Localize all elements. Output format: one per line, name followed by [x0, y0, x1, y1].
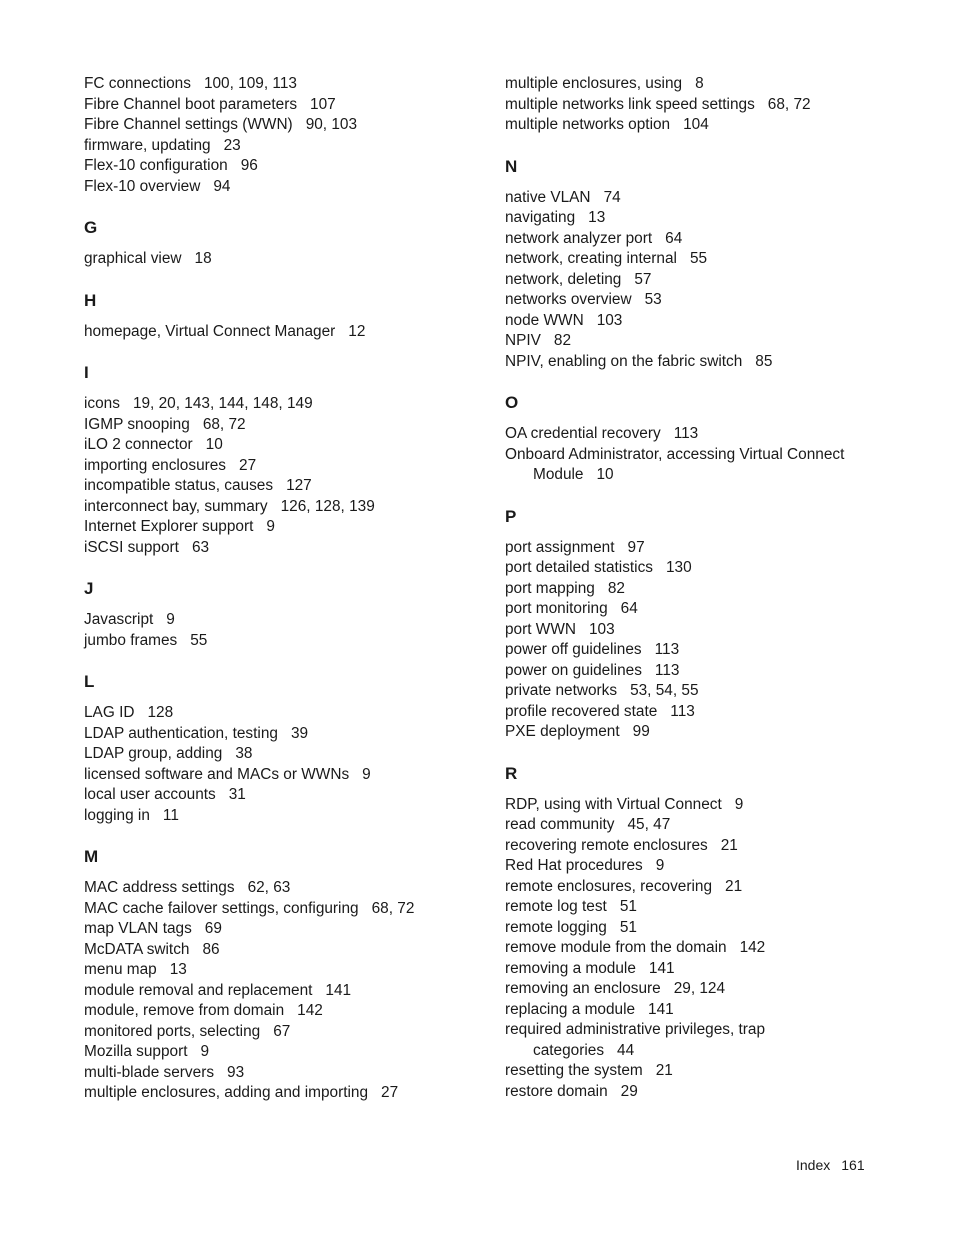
index-group: [84, 291, 484, 343]
index-entry-term: network, creating internal: [505, 250, 677, 267]
index-entry: [505, 538, 905, 559]
index-entry-term: port monitoring: [505, 600, 608, 617]
index-entry-continuation-text: Module: [533, 466, 584, 483]
index-entry: [505, 208, 905, 229]
index-entry-term: OA credential recovery: [505, 425, 661, 442]
index-entry-continuation: [505, 465, 905, 486]
index-entry: [84, 497, 484, 518]
index-entry-pages: 100, 109, 113: [203, 75, 297, 92]
index-entry-term: port mapping: [505, 579, 595, 597]
index-entry: [84, 703, 484, 724]
index-entry: [505, 722, 905, 743]
index-entry-pages: 142: [297, 1002, 323, 1019]
index-entry-term: Fibre Channel settings (WWN): [84, 116, 293, 133]
index-entry: [84, 74, 484, 95]
index-entry-term: PXE deployment: [505, 723, 620, 740]
index-entry: [505, 445, 905, 486]
index-entry-term: MAC cache failover settings, configuring: [84, 899, 359, 917]
index-entry-pages: 128: [147, 704, 174, 721]
index-entry-pages: 9: [734, 795, 744, 813]
index-entry-pages: 107: [310, 95, 336, 113]
index-entry-pages: 69: [204, 920, 222, 937]
index-entry: [505, 938, 905, 959]
index-entry: [84, 177, 484, 198]
index-letter-heading: R: [505, 763, 518, 783]
footer-label: Index: [796, 1157, 831, 1173]
index-group: [84, 847, 484, 1104]
index-entry: [505, 290, 905, 311]
index-entry-pages: 113: [654, 641, 680, 658]
index-entry-term: Flex-10 configuration: [84, 157, 228, 174]
index-entry: [84, 136, 484, 157]
index-entry: [84, 156, 484, 177]
index-entry: [505, 74, 905, 95]
index-entry: [505, 599, 905, 620]
index-entry: [505, 702, 905, 723]
index-entry: [84, 610, 484, 631]
index-entry: [84, 517, 484, 538]
index-entry-term: map VLAN tags: [84, 920, 192, 937]
index-entry-pages: 29: [620, 1082, 638, 1100]
index-entry-term: networks overview: [505, 291, 632, 308]
index-entry: [84, 1022, 484, 1043]
index-entry-term: homepage, Virtual Connect Manager: [84, 322, 336, 340]
index-entry-term: iLO 2 connector: [84, 436, 193, 453]
index-entry: [84, 1001, 484, 1022]
index-entry-term: NPIV, enabling on the fabric switch: [505, 352, 743, 370]
index-entry: [84, 322, 484, 343]
index-entry-pages: 55: [190, 631, 208, 649]
index-entry-term: jumbo frames: [84, 631, 178, 649]
index-entry: [84, 878, 484, 899]
index-entry-term: navigating: [505, 209, 576, 226]
index-entry: [84, 415, 484, 436]
index-entry-pages: 53: [644, 291, 662, 308]
index-entry: [505, 815, 905, 836]
index-entry: [505, 1061, 905, 1082]
index-entry: [505, 959, 905, 980]
index-entry-pages: 51: [619, 918, 637, 936]
index-group: [505, 74, 905, 136]
index-entry-pages: 13: [588, 209, 606, 226]
index-entry: [84, 981, 484, 1002]
index-entry-term: incompatible status, causes: [84, 477, 274, 494]
index-entry-term: multiple networks link speed settings: [505, 95, 755, 113]
index-entry-pages: 10: [205, 436, 223, 453]
index-entry: [84, 806, 484, 827]
index-entry-term: firmware, updating: [84, 136, 211, 154]
index-entry: [505, 795, 905, 816]
index-entry: [505, 918, 905, 939]
index-entry-term: LAG ID: [84, 704, 135, 721]
index-entry-term: monitored ports, selecting: [84, 1022, 261, 1040]
index-entry: [84, 394, 484, 415]
index-group: [505, 393, 905, 486]
index-entry: [505, 661, 905, 682]
index-entry-pages: 9: [266, 518, 275, 535]
index-entry-pages: 27: [381, 1084, 399, 1101]
index-entry-pages: 21: [725, 877, 743, 895]
index-entry-term: Internet Explorer support: [84, 518, 254, 535]
index-entry: [505, 681, 905, 702]
index-entry: [84, 1083, 484, 1104]
index-entry-pages: 12: [348, 322, 366, 340]
index-entry-term: graphical view: [84, 250, 182, 267]
index-entry-term: LDAP authentication, testing: [84, 724, 278, 742]
index-entry-pages: 93: [227, 1063, 245, 1081]
index-entry: [84, 785, 484, 806]
index-entry: [505, 270, 905, 291]
index-entry-pages: 94: [213, 177, 231, 195]
index-entry-term: multiple enclosures, adding and importing: [84, 1084, 369, 1101]
index-entry: [505, 352, 905, 373]
index-entry-term: IGMP snooping: [84, 415, 190, 433]
index-entry: [84, 456, 484, 477]
page-footer: [796, 1157, 865, 1173]
index-entry-term: read community: [505, 816, 615, 833]
index-entry-continuation: [505, 1041, 905, 1062]
index-letter-heading: M: [84, 847, 99, 866]
index-group: [505, 157, 905, 373]
index-letter-heading: I: [84, 363, 89, 382]
index-letter-heading: P: [505, 506, 517, 526]
index-entry: [84, 476, 484, 497]
index-letter-heading: N: [505, 156, 518, 176]
index-entry-term: Red Hat procedures: [505, 857, 643, 874]
index-entry-pages: 68, 72: [202, 415, 246, 433]
index-entry-term: power off guidelines: [505, 641, 642, 658]
index-entry-term: LDAP group, adding: [84, 745, 223, 762]
index-entry-term: remote enclosures, recovering: [505, 877, 713, 895]
index-entry-pages: 45, 47: [627, 816, 671, 833]
index-entry-pages: 64: [665, 229, 683, 247]
index-entry-pages: 21: [655, 1062, 673, 1079]
index-entry-pages: 57: [634, 270, 652, 288]
index-entry-pages: 127: [286, 477, 312, 494]
index-entry-pages: 141: [648, 959, 675, 977]
index-group: [84, 579, 484, 651]
index-entry: [84, 960, 484, 981]
index-entry-pages: 53, 54, 55: [630, 682, 699, 699]
index-entry-term: multiple enclosures, using: [505, 75, 683, 92]
index-entry: [505, 856, 905, 877]
index-entry: [505, 115, 905, 136]
index-entry-pages: 86: [202, 940, 220, 958]
index-entry: [84, 744, 484, 765]
index-entry-term: native VLAN: [505, 188, 591, 206]
index-entry-term: restore domain: [505, 1082, 608, 1100]
index-column-right: [505, 74, 905, 1102]
index-entry-pages: 39: [290, 724, 309, 742]
index-entry-pages: 29, 124: [673, 980, 726, 997]
index-entry: [84, 631, 484, 652]
index-entry: [84, 919, 484, 940]
index-entry-pages: 103: [596, 311, 623, 329]
index-entry-pages: 31: [228, 786, 246, 803]
index-entry-pages: 97: [627, 538, 645, 556]
index-entry-term: private networks: [505, 682, 618, 699]
index-entry: [505, 579, 905, 600]
index-entry: [505, 877, 905, 898]
index-entry-pages: 63: [191, 538, 210, 556]
index-entry: [505, 424, 905, 445]
index-group: [505, 507, 905, 743]
index-letter-heading: J: [84, 579, 94, 598]
index-entry-pages: 19, 20, 143, 144, 148, 149: [132, 395, 313, 412]
index-entry-pages: 82: [607, 579, 625, 597]
index-entry-pages: 51: [619, 898, 637, 915]
index-entry-pages: 9: [655, 857, 665, 874]
index-entry: [505, 1000, 905, 1021]
index-entry-term: interconnect bay, summary: [84, 497, 268, 515]
index-entry-pages: 9: [166, 611, 175, 628]
index-entry-term: local user accounts: [84, 786, 216, 803]
index-entry: [505, 640, 905, 661]
index-entry-term: recovering remote enclosures: [505, 836, 708, 854]
index-entry-term: replacing a module: [505, 1000, 636, 1018]
index-entry-term: icons: [84, 395, 120, 412]
index-entry-term: licensed software and MACs or WWNs: [84, 765, 350, 783]
index-entry-pages: 9: [362, 765, 371, 783]
index-entry: [505, 558, 905, 579]
index-entry-pages: 10: [596, 466, 614, 483]
index-entry-pages: 82: [553, 332, 572, 349]
index-entry-pages: 68, 72: [767, 95, 811, 113]
index-entry: [505, 95, 905, 116]
index-letter-heading: L: [84, 672, 95, 691]
index-entry-term: network analyzer port: [505, 229, 653, 247]
index-entry-term: removing a module: [505, 959, 636, 977]
index-entry-continuation-text: categories: [533, 1041, 605, 1059]
index-entry-term: port detailed statistics: [505, 559, 653, 576]
index-entry: [505, 1020, 905, 1061]
index-entry-pages: 8: [695, 75, 704, 92]
index-entry-term: remove module from the domain: [505, 939, 727, 956]
index-letter-heading: G: [84, 218, 98, 237]
index-entry: [505, 249, 905, 270]
index-entry-term: required administrative privileges, trap: [505, 1021, 766, 1038]
index-entry-term: Fibre Channel boot parameters: [84, 95, 298, 113]
index-entry: [505, 1082, 905, 1103]
index-entry-term: McDATA switch: [84, 940, 190, 958]
index-entry: [84, 115, 484, 136]
index-entry-term: remote logging: [505, 918, 607, 936]
index-entry-pages: 113: [654, 661, 680, 679]
index-entry-term: removing an enclosure: [505, 980, 661, 997]
index-entry: [505, 188, 905, 209]
index-entry-term: Mozilla support: [84, 1043, 188, 1060]
index-group: [84, 74, 484, 197]
index-entry-pages: 113: [670, 702, 695, 720]
index-entry-term: MAC address settings: [84, 879, 235, 896]
index-entry: [505, 331, 905, 352]
index-entry-term: resetting the system: [505, 1062, 643, 1079]
index-entry-pages: 44: [617, 1041, 635, 1059]
index-entry-term: importing enclosures: [84, 456, 227, 474]
index-entry-pages: 85: [755, 352, 773, 370]
index-entry: [505, 311, 905, 332]
index-entry: [505, 229, 905, 250]
index-entry-pages: 64: [620, 600, 638, 617]
index-entry: [84, 249, 484, 270]
index-entry: [505, 979, 905, 1000]
index-entry: [84, 899, 484, 920]
index-entry: [84, 538, 484, 559]
index-entry-pages: 103: [588, 620, 615, 638]
index-entry-term: module, remove from domain: [84, 1002, 285, 1019]
index-entry: [84, 940, 484, 961]
index-entry-term: Flex-10 overview: [84, 177, 201, 195]
index-group: [84, 672, 484, 826]
index-entry-term: remote log test: [505, 898, 607, 915]
index-group: [84, 218, 484, 270]
index-entry-pages: 68, 72: [371, 899, 415, 917]
index-entry-pages: 130: [666, 559, 692, 576]
index-entry: [84, 765, 484, 786]
index-letter-heading: H: [84, 290, 97, 310]
index-entry-pages: 21: [720, 836, 738, 854]
index-entry-term: power on guidelines: [505, 661, 642, 679]
index-entry-pages: 113: [673, 425, 699, 442]
index-entry-pages: 141: [325, 981, 352, 999]
page-number: 161: [841, 1157, 865, 1173]
index-entry: [84, 1042, 484, 1063]
index-entry-pages: 55: [689, 250, 708, 267]
index-column-left: [84, 74, 484, 1104]
index-entry-pages: 23: [223, 136, 241, 154]
index-entry-term: module removal and replacement: [84, 981, 313, 999]
index-entry-term: network, deleting: [505, 270, 622, 288]
index-entry-pages: 126, 128, 139: [280, 497, 375, 515]
index-group: [505, 764, 905, 1103]
index-entry-term: Javascript: [84, 611, 154, 628]
index-entry: [505, 897, 905, 918]
index-entry-pages: 62, 63: [247, 879, 291, 896]
index-group: [84, 363, 484, 558]
index-entry-pages: 27: [239, 456, 257, 474]
index-entry-pages: 90, 103: [305, 116, 358, 133]
index-entry: [84, 95, 484, 116]
index-entry-term: multi-blade servers: [84, 1063, 215, 1081]
index-entry-term: profile recovered state: [505, 702, 658, 720]
index-entry-pages: 67: [273, 1022, 291, 1040]
index-entry-pages: 142: [739, 939, 766, 956]
index-entry-term: port WWN: [505, 620, 576, 638]
index-entry: [84, 724, 484, 745]
index-entry: [505, 620, 905, 641]
index-entry-pages: 99: [632, 723, 650, 740]
index-entry-term: port assignment: [505, 538, 615, 556]
index-letter-heading: O: [505, 393, 519, 412]
index-entry-term: node WWN: [505, 311, 584, 329]
index-entry-pages: 74: [603, 188, 621, 206]
index-entry-pages: 11: [162, 806, 179, 824]
index-entry-pages: 9: [200, 1043, 210, 1060]
index-entry: [84, 1063, 484, 1084]
index-entry-pages: 38: [235, 745, 253, 762]
index-entry-term: RDP, using with Virtual Connect: [505, 795, 722, 813]
index-entry-pages: 104: [683, 116, 709, 133]
index-entry-term: logging in: [84, 806, 150, 824]
index-entry-pages: 141: [648, 1000, 674, 1018]
index-entry-term: NPIV: [505, 332, 541, 349]
index-entry: [505, 836, 905, 857]
index-entry-term: FC connections: [84, 75, 191, 92]
index-entry-pages: 13: [169, 961, 187, 978]
index-entry-term: iSCSI support: [84, 538, 179, 556]
index-entry-pages: 18: [194, 250, 212, 267]
index-entry-term: menu map: [84, 961, 157, 978]
index-entry-pages: 96: [240, 157, 258, 174]
index-entry: [84, 435, 484, 456]
index-entry-term: multiple networks option: [505, 116, 671, 133]
index-entry-term: Onboard Administrator, accessing Virtual Connect: [505, 445, 845, 463]
